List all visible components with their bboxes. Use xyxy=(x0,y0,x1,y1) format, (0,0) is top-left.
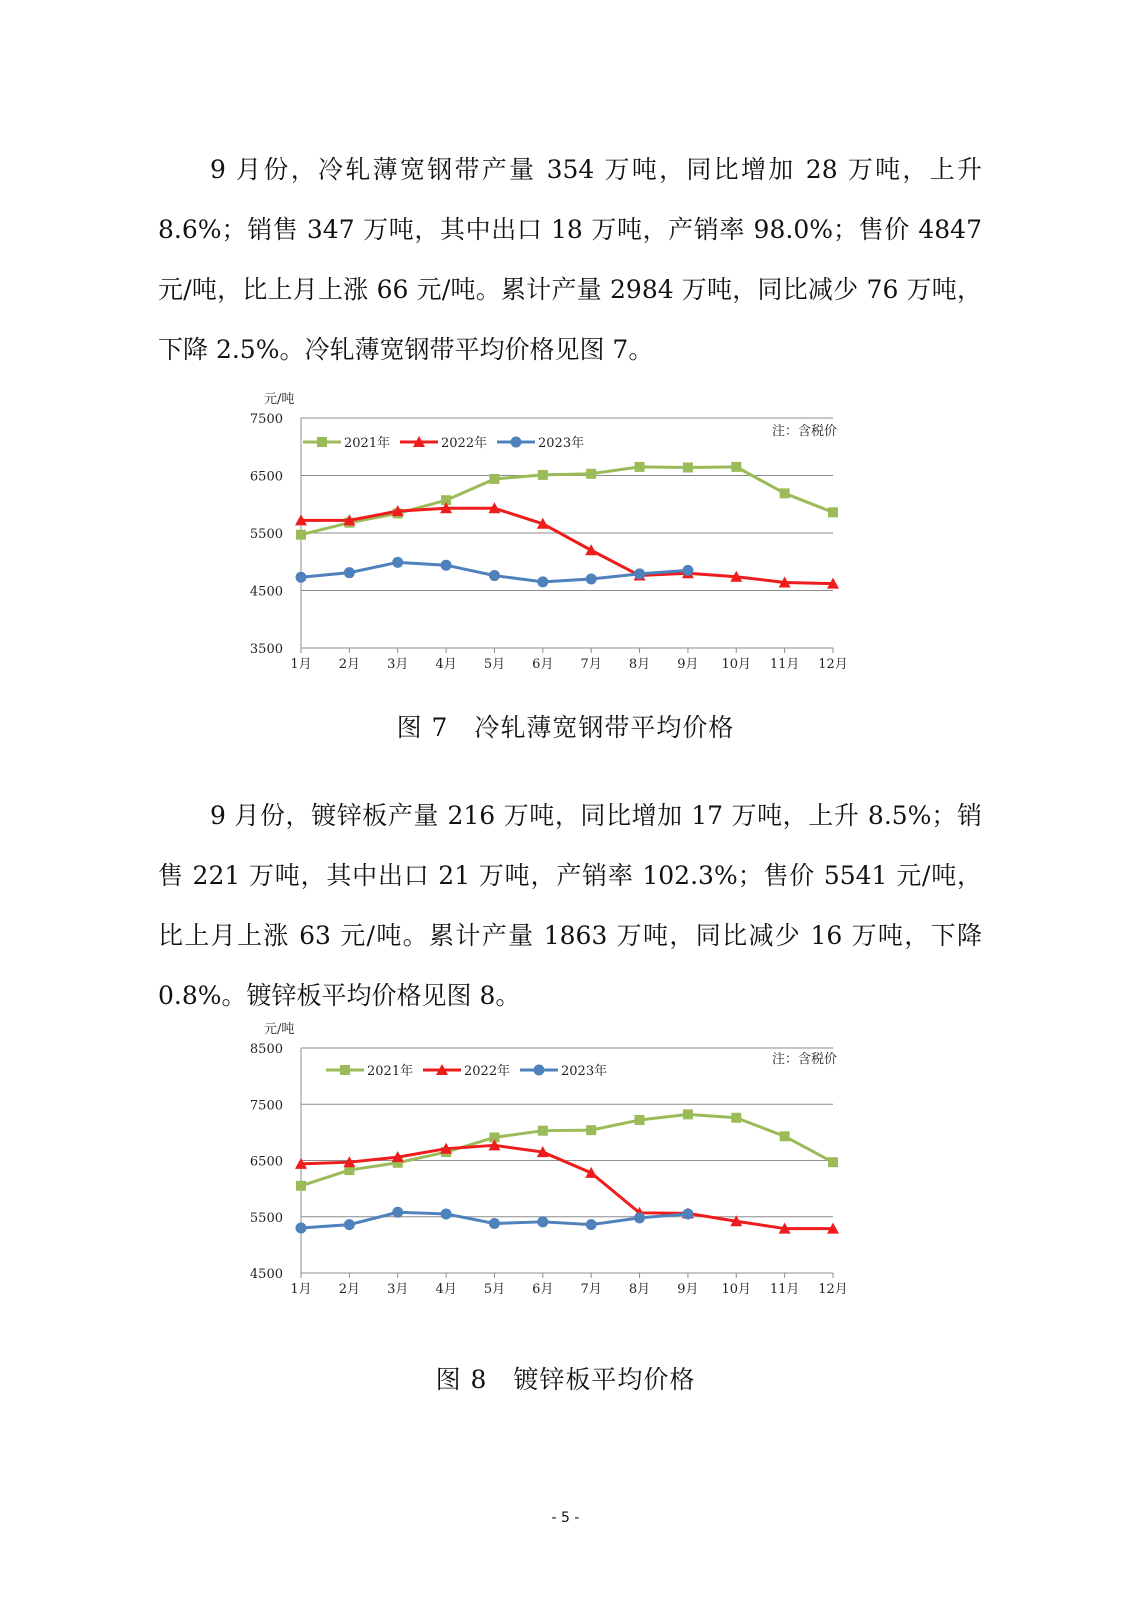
y-axis-unit-label: 元/吨 xyxy=(264,1022,295,1037)
legend-swatch-marker xyxy=(340,1065,350,1075)
series-2023-point xyxy=(392,1207,403,1218)
legend-swatch-marker xyxy=(534,1065,545,1076)
series-2021-point xyxy=(538,470,548,480)
y-tick-label: 5500 xyxy=(249,1210,283,1226)
legend-label: 2022年 xyxy=(464,1064,511,1079)
series-2023-point xyxy=(489,1218,500,1229)
series-2021-line xyxy=(301,1114,833,1185)
series-2023-point xyxy=(344,1219,355,1230)
x-tick-label: 2月 xyxy=(338,1282,361,1297)
x-tick-label: 12月 xyxy=(818,657,848,672)
series-2021-point xyxy=(635,462,645,472)
series-2021-point xyxy=(731,1113,741,1123)
series-2022-line xyxy=(301,508,833,583)
paragraph-cold-rolled-text: 9 月份，冷轧薄宽钢带产量 354 万吨，同比增加 28 万吨，上升 8.6%；销售 347 万吨，其中出口 18 万吨，产销率 98.0%；售价 4847 元/吨，比上月上涨 66 元/吨。累计产量 2984 万吨，同比减少 76 万吨，下降 2.5%。冷轧薄宽钢带平均价格见图 7。 xyxy=(158,155,982,364)
x-tick-label: 5月 xyxy=(483,657,506,672)
legend-label: 2023年 xyxy=(538,436,585,451)
y-tick-label: 7500 xyxy=(249,1098,283,1114)
series-2022-point xyxy=(585,544,597,555)
series-2021-point xyxy=(683,462,693,472)
x-tick-label: 1月 xyxy=(290,1282,312,1297)
legend-label: 2023年 xyxy=(561,1064,608,1079)
chart-cold-rolled-price xyxy=(0,392,1131,695)
y-tick-label: 4500 xyxy=(249,584,283,600)
x-tick-label: 10月 xyxy=(721,657,752,672)
y-tick-label: 5500 xyxy=(249,527,283,542)
series-2021-point xyxy=(586,1125,596,1135)
x-tick-label: 12月 xyxy=(818,1282,848,1297)
x-tick-label: 1月 xyxy=(290,657,312,672)
series-2023-point xyxy=(634,1212,645,1223)
series-2023-point xyxy=(441,1208,452,1219)
x-tick-label: 7月 xyxy=(580,657,602,672)
x-tick-label: 7月 xyxy=(580,1282,602,1297)
y-axis-unit-label: 元/吨 xyxy=(264,392,295,407)
series-2023-point xyxy=(441,560,452,571)
paragraph-galvanized xyxy=(158,786,982,1026)
x-tick-label: 4月 xyxy=(435,1282,457,1297)
series-2021-point xyxy=(635,1115,645,1125)
series-2023-point xyxy=(392,557,403,568)
x-tick-label: 8月 xyxy=(628,1282,651,1297)
legend-swatch-marker xyxy=(317,437,327,447)
series-2023-point xyxy=(682,1208,693,1219)
y-tick-label: 6500 xyxy=(249,469,283,485)
series-2023-point xyxy=(296,1223,307,1234)
y-tick-label: 6500 xyxy=(249,1154,283,1170)
y-tick-label: 7500 xyxy=(249,412,283,427)
legend-label: 2021年 xyxy=(344,436,391,451)
x-tick-label: 10月 xyxy=(721,1282,752,1297)
x-tick-label: 2月 xyxy=(338,657,361,672)
price-note: 注：含税价 xyxy=(771,424,837,439)
x-tick-label: 11月 xyxy=(769,657,800,672)
series-2023-point xyxy=(344,567,355,578)
paragraph-galvanized-text: 9 月份，镀锌板产量 216 万吨，同比增加 17 万吨，上升 8.5%；销售 221 万吨，其中出口 21 万吨，产销率 102.3%；售价 5541 元/吨，比上月上涨 63 元/吨。累计产量 1863 万吨，同比减少 16 万吨，下降 0.8%。镀锌板平均价格见图 8。 xyxy=(158,801,982,1010)
series-2021-point xyxy=(780,488,790,498)
legend-label: 2021年 xyxy=(367,1064,414,1079)
price-note: 注：含税价 xyxy=(771,1052,837,1067)
y-tick-label: 8500 xyxy=(249,1042,283,1057)
y-tick-label: 3500 xyxy=(249,642,283,657)
chart-galvanized-price xyxy=(0,1022,1131,1334)
series-2023-point xyxy=(296,572,307,583)
series-2021-point xyxy=(828,507,838,517)
x-tick-label: 6月 xyxy=(532,1282,554,1297)
x-tick-label: 3月 xyxy=(387,1282,409,1297)
page-number: - 5 - xyxy=(551,1510,580,1526)
series-2021-point xyxy=(683,1109,693,1119)
series-2021-point xyxy=(296,1181,306,1191)
figure-7-caption: 图 7 冷轧薄宽钢带平均价格 xyxy=(396,713,735,742)
paragraph-cold-rolled xyxy=(158,140,982,380)
x-tick-label: 6月 xyxy=(532,657,554,672)
series-2021-line xyxy=(301,467,833,535)
series-2023-point xyxy=(537,576,548,587)
y-tick-label: 4500 xyxy=(249,1267,283,1282)
x-tick-label: 8月 xyxy=(628,657,651,672)
x-tick-label: 11月 xyxy=(769,1282,800,1297)
series-2023-point xyxy=(586,574,597,585)
x-tick-label: 9月 xyxy=(677,657,699,672)
series-2021-point xyxy=(538,1126,548,1136)
x-tick-label: 5月 xyxy=(483,1282,506,1297)
series-2021-point xyxy=(586,469,596,479)
series-2021-point xyxy=(731,462,741,472)
figure-8-caption: 图 8 镀锌板平均价格 xyxy=(435,1365,696,1394)
series-2021-point xyxy=(828,1157,838,1167)
series-2023-point xyxy=(537,1216,548,1227)
series-2023-point xyxy=(489,570,500,581)
series-2021-point xyxy=(780,1131,790,1141)
series-2023-point xyxy=(682,565,693,576)
series-2021-point xyxy=(489,474,499,484)
series-2023-point xyxy=(634,568,645,579)
x-tick-label: 4月 xyxy=(435,657,457,672)
series-2021-point xyxy=(296,530,306,540)
legend-label: 2022年 xyxy=(441,436,488,451)
x-tick-label: 3月 xyxy=(387,657,409,672)
legend-swatch-marker xyxy=(511,437,522,448)
series-2023-point xyxy=(586,1219,597,1230)
x-tick-label: 9月 xyxy=(677,1282,699,1297)
